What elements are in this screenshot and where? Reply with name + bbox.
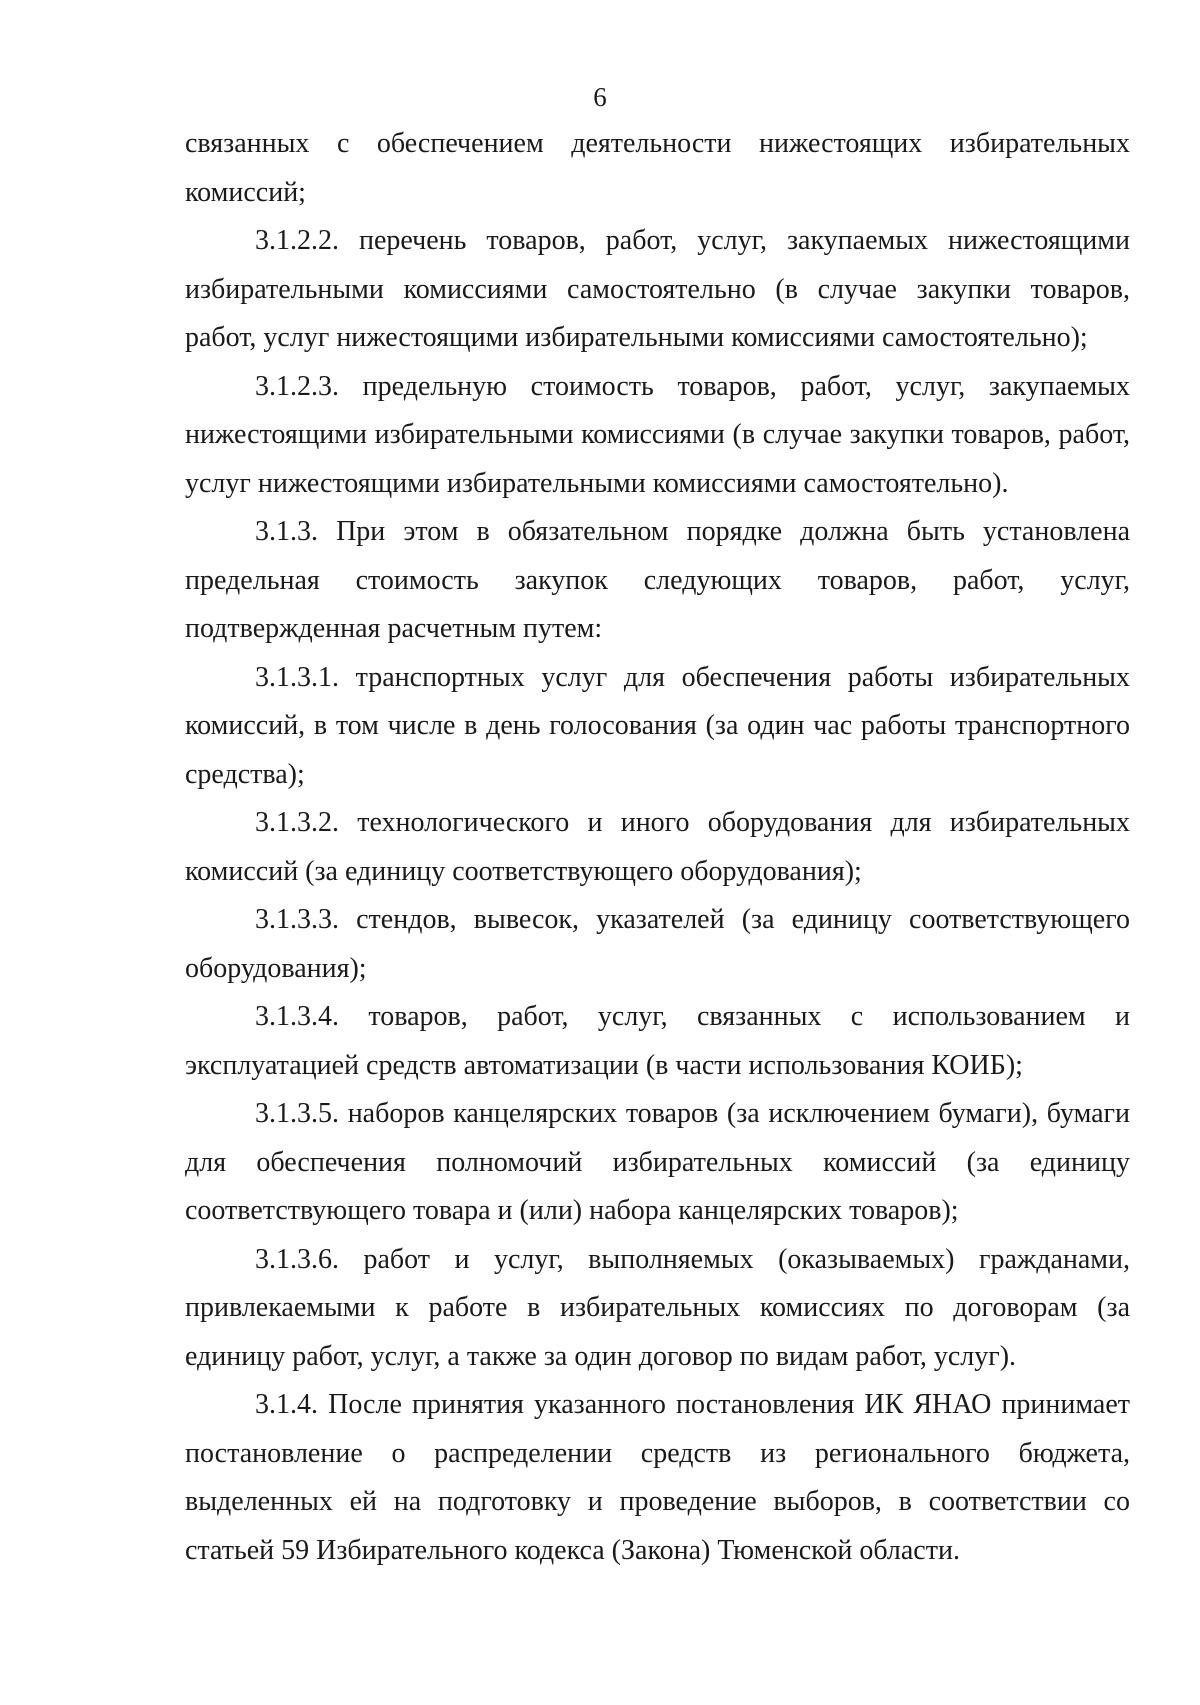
- paragraph-3-1-3-1: 3.1.3.1. транспортных услуг для обеспечения работы избирательных комиссий, в том числе в день голосования (за один час работы транспортного средства);: [185, 661, 1130, 790]
- paragraph-3-1-3-2: 3.1.3.2. технологического и иного оборудования для избирательных комиссий (за единицу соответствующего оборудования);: [185, 807, 1130, 887]
- paragraph-3-1-3: 3.1.3. При этом в обязательном порядке должна быть установлена предельная стоимость закупок следующих товаров, работ, услуг, подтвержденная расчетным путем:: [185, 516, 1130, 644]
- paragraph-3-1-3-5: 3.1.3.5. наборов канцелярских товаров (за исключением бумаги), бумаги для обеспечения полномочий избирательных комиссий (за единицу соответствующего товара и (или) набора канцелярских товаров);: [185, 1098, 1130, 1226]
- paragraph-3-1-2-2: 3.1.2.2. перечень товаров, работ, услуг, закупаемых нижестоящими избирательными комиссиями самостоятельно (в случае закупки товаров, работ, услуг нижестоящими избирательными комиссиями самостоятельно);: [185, 225, 1130, 353]
- paragraph-3-1-4: 3.1.4. После принятия указанного постановления ИК ЯНАО принимает постановление о распределении средств из регионального бюджета, выделенных ей на подготовку и проведение выборов, в соответствии со статьей 59 Избирательного кодекса (Закона) Тюменской области.: [185, 1389, 1130, 1566]
- paragraph-3-1-3-6: 3.1.3.6. работ и услуг, выполняемых (оказываемых) гражданами, привлекаемыми к работе в избирательных комиссиях по договорам (за единицу работ, услуг, а также за один договор по видам работ, услуг).: [185, 1243, 1130, 1372]
- paragraph-3-1-3-3: 3.1.3.3. стендов, вывесок, указателей (за единицу соответствующего оборудования);: [185, 904, 1130, 984]
- paragraph-3-1-3-4: 3.1.3.4. товаров, работ, услуг, связанных с использованием и эксплуатацией средств автоматизации (в части использования КОИБ);: [185, 1001, 1130, 1081]
- paragraph-continuation: связанных с обеспечением деятельности нижестоящих избирательных комиссий;: [185, 128, 1130, 208]
- page-number: 6: [593, 82, 607, 112]
- document-body: [185, 120, 1130, 1575]
- paragraph-3-1-2-3: 3.1.2.3. предельную стоимость товаров, работ, услуг, закупаемых нижестоящими избирательными комиссиями (в случае закупки товаров, работ, услуг нижестоящими избирательными комиссиями самостоятельно).: [185, 370, 1130, 499]
